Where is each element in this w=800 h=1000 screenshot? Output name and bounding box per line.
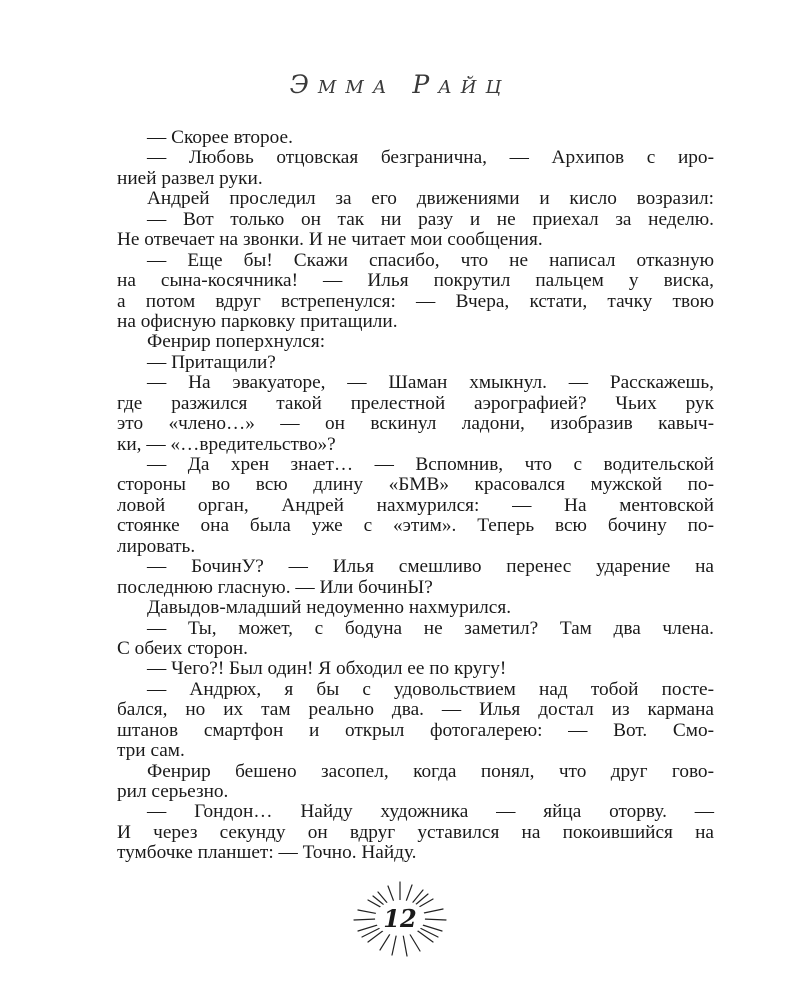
text-line: штанов смартфон и открыл фотогалерею: — Вот. Смо- <box>117 719 714 741</box>
text-line: на офисную парковку притащили. <box>117 310 398 332</box>
text-line: ловой орган, Андрей нахмурился: — На ментовской <box>117 494 714 516</box>
running-header: Эмма Райц <box>289 70 511 99</box>
text-line: И через секунду он вдруг уставился на покоившийся на <box>117 821 714 843</box>
text-line: С обеих сторон. <box>117 637 249 659</box>
text-line: — Вот только он так ни разу и не приехал за неделю. <box>147 208 714 230</box>
text-line: — Да хрен знает… — Вспомнив, что с водительской <box>147 454 714 475</box>
body-text <box>117 128 714 864</box>
text-line: ки, — «…вредительство»? <box>117 433 336 455</box>
text-line: — Любовь отцовская безгранична, — Архипов с иро- <box>147 147 714 169</box>
text-line: три сам. <box>117 740 185 762</box>
text-line: а потом вдруг встрепенулся: — Вчера, кстати, тачку твою <box>117 290 714 312</box>
text-line: рил серьезно. <box>117 781 229 802</box>
text-line: — Еще бы! Скажи спасибо, что не написал отказную <box>147 249 714 271</box>
text-line: Фенрир поперхнулся: <box>147 331 326 353</box>
text-line: — Скорее второе. <box>147 127 293 148</box>
text-line: — БочинУ? — Илья смешливо перенес ударение на <box>147 556 714 578</box>
text-line: — Гондон… Найду художника — яйца оторву. — <box>147 801 714 823</box>
text-line: Давыдов-младший недоуменно нахмурился. <box>147 597 512 619</box>
text-line: — На эвакуаторе, — Шаман хмыкнул. — Расскажешь, <box>147 372 714 394</box>
text-line: лировать. <box>117 535 196 557</box>
text-line: стоянке она была уже с «этим». Теперь всю бочину по- <box>117 515 714 537</box>
text-line: Фенрир бешено засопел, когда понял, что друг гово- <box>147 760 714 782</box>
text-line: это «члено…» — он вскинул ладони, изобразив кавыч- <box>117 413 714 435</box>
text-line: где разжился такой прелестной аэрографией? Чьих рук <box>117 392 714 414</box>
text-line: — Притащили? <box>147 351 276 373</box>
text-line: — Чего?! Был один! Я обходил ее по кругу! <box>147 658 507 680</box>
text-line: — Ты, может, с бодуна не заметил? Там два члена. <box>147 617 714 639</box>
text-line: на сына-косячника! — Илья покрутил пальцем у виска, <box>117 270 714 292</box>
text-line: стороны во всю длину «БМВ» красовался мужской по- <box>117 474 714 496</box>
text-line: бался, но их там реально два. — Илья достал из кармана <box>117 699 714 721</box>
page-number-ornament <box>340 880 460 960</box>
text-line: — Андрюх, я бы с удовольствием над тобой посте- <box>147 678 714 700</box>
text-line: тумбочке планшет: — Точно. Найду. <box>117 842 417 864</box>
text-line: Андрей проследил за его движениями и кисло возразил: <box>147 188 714 210</box>
text-line: нией развел руки. <box>117 167 263 189</box>
text-line: Не отвечает на звонки. И не читает мои сообщения. <box>117 229 543 251</box>
text-line: последнюю гласную. — Или бочинЫ? <box>117 576 433 598</box>
page-number: 12 <box>383 904 417 933</box>
